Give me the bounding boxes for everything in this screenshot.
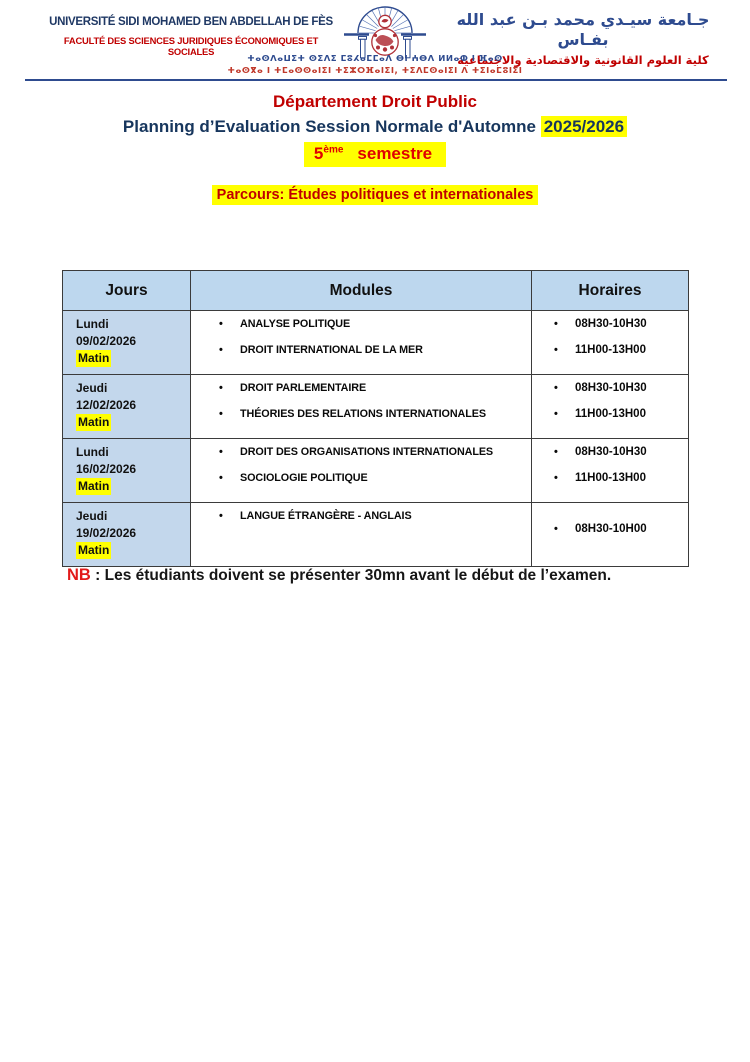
semester-word: semestre [357,144,433,163]
letterhead-french [40,15,342,57]
period-highlight: Matin [76,478,111,495]
nb-separator: : [90,567,105,584]
module-item-label: LANGUE ÉTRANGÈRE - ANGLAIS [240,510,412,522]
modules-cell [191,503,532,567]
horaires-cell [532,311,689,375]
module-item [219,381,531,395]
modules-cell [191,375,532,439]
horaire-item-label: 11H00-13H00 [575,343,646,356]
module-item [219,407,531,421]
module-item-label: DROIT DES ORGANISATIONS INTERNATIONALES [240,446,494,458]
day-date: 16/02/2026 [76,462,137,477]
column-header-modules: Modules [191,271,532,311]
schedule-row [63,503,689,567]
horaire-item [554,445,688,459]
university-emblem-icon [344,3,426,59]
module-item [219,317,531,331]
period-highlight: Matin [76,350,111,367]
semester-title [0,142,750,167]
schedule-table [62,270,689,567]
horaires-list [532,381,688,421]
period-highlight: Matin [76,414,111,431]
bullet-icon: • [219,446,223,458]
column-header-horaires: Horaires [532,271,689,311]
schedule-row [63,375,689,439]
nb-label: NB [67,566,91,584]
bullet-icon: • [554,471,558,484]
bullet-icon: • [554,343,558,356]
horaires-cell [532,503,689,567]
day-name: Jeudi [76,509,108,523]
day-cell [63,439,191,503]
module-item [219,445,531,459]
modules-list [191,311,531,357]
horaire-item [554,381,688,395]
horaire-item [554,522,688,536]
schedule-table-body [63,311,689,567]
horaire-item [554,407,688,421]
day-date: 19/02/2026 [76,526,137,541]
university-name-tifinagh: ⵜⴰⵙⴷⴰⵡⵉⵜ ⵙⵉⴷⵉ ⵎⵓⵃⴰⵎⵎⴰⴷ ⴱⵏ ⵄⴱⴷ ⵍⵍⴰⵀ ⵏ ⴼⴰⵙ [247,54,503,64]
parcours-title [0,185,750,205]
horaires-cell [532,439,689,503]
modules-list [191,375,531,421]
module-item-label: SOCIOLOGIE POLITIQUE [240,472,368,484]
planning-title-text: Planning d’Evaluation Session Normale d'Automne [122,117,536,136]
column-header-jours: Jours [63,271,191,311]
bullet-icon: • [219,510,223,522]
module-item [219,471,531,485]
horaire-item [554,343,688,357]
module-item [219,343,531,357]
faculty-name-ar: كلية العلوم القانونية والاقتصادية والاجتماعية [457,53,709,67]
bullet-icon: • [219,344,223,356]
letterhead-divider [25,79,727,81]
horaires-list [532,445,688,485]
schedule-row [63,311,689,375]
modules-cell [191,439,532,503]
bullet-icon: • [554,445,558,458]
university-logo [344,3,426,59]
horaire-item [554,317,688,331]
parcours-highlight: Parcours: Études politiques et internationales [212,185,539,205]
horaire-item-label: 11H00-13H00 [575,471,646,484]
semester-highlight [304,142,446,167]
planning-title [0,117,750,137]
nb-text: Les étudiants doivent se présenter 30mn avant le début de l’examen. [104,567,612,584]
day-cell [63,311,191,375]
horaire-item-label: 08H30-10H30 [575,381,647,394]
planning-year-highlight: 2025/2026 [541,116,627,137]
horaire-item-label: 08H30-10H00 [575,522,647,535]
day-name: Lundi [76,445,109,459]
day-cell [63,375,191,439]
modules-list [191,439,531,485]
table-header-row [63,271,689,311]
semester-ordinal: ème [323,144,344,156]
module-item-label: THÉORIES DES RELATIONS INTERNATIONALES [240,408,486,420]
bullet-icon: • [219,382,223,394]
faculty-name-tifinagh: ⵜⴰⵙⴳⴰ ⵏ ⵜⵎⴰⵙⵙⴰⵏⵉⵏ ⵜⵉⵣⵔⴼⴰⵏⵉⵏ, ⵜⵉⴷⵎⵙⴰⵏⵉⵏ ⴷ ⵜⵉⵏⴰⵎⵓⵏⵉⵏ [227,66,523,76]
day-date: 09/02/2026 [76,334,137,349]
day-name: Lundi [76,317,109,331]
modules-cell [191,311,532,375]
bullet-icon: • [554,317,558,330]
bullet-icon: • [219,472,223,484]
bullet-icon: • [219,408,223,420]
module-item-label: DROIT INTERNATIONAL DE LA MER [240,344,423,356]
department-title: Département Droit Public [272,92,478,111]
bullet-icon: • [554,522,558,535]
horaire-item-label: 08H30-10H30 [575,445,647,458]
bullet-icon: • [554,407,558,420]
module-item [219,509,531,523]
horaires-list [532,522,688,536]
nb-note [67,566,611,585]
module-item-label: DROIT PARLEMENTAIRE [240,382,367,394]
bullet-icon: • [219,318,223,330]
horaire-item-label: 08H30-10H30 [575,317,647,330]
period-highlight: Matin [76,542,111,559]
day-cell [63,503,191,567]
horaire-item-label: 11H00-13H00 [575,407,646,420]
horaires-cell [532,375,689,439]
semester-number: 5 [313,144,324,163]
university-name-ar: جـامعة سيـدي محمد بـن عبد الله بفـاس [456,10,710,49]
bullet-icon: • [554,381,558,394]
horaires-list [532,317,688,357]
module-item-label: ANALYSE POLITIQUE [240,318,351,330]
schedule-row [63,439,689,503]
day-name: Jeudi [76,381,108,395]
day-date: 12/02/2026 [76,398,137,413]
university-name-fr: UNIVERSITÉ SIDI MOHAMED BEN ABDELLAH DE FÈS [49,16,333,28]
modules-list [191,503,531,523]
horaire-item [554,471,688,485]
faculty-name-fr: FACULTÉ DES SCIENCES JURIDIQUES ÉCONOMIQUES ET SOCIALES [63,34,319,57]
